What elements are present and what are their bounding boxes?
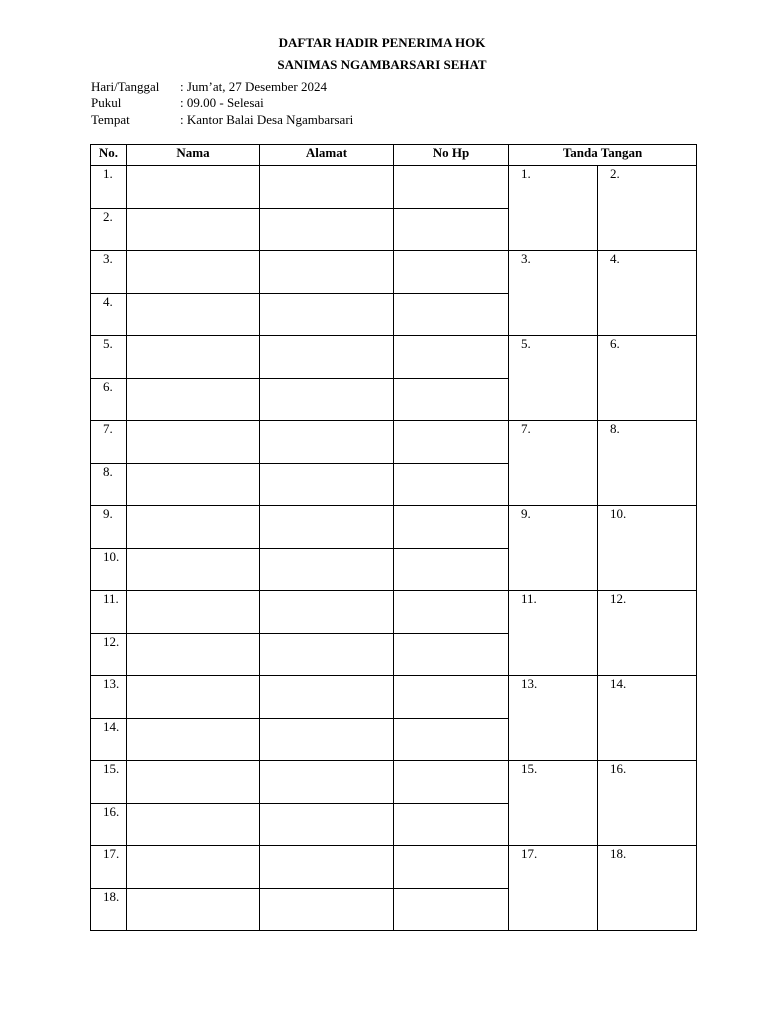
nama-cell[interactable] <box>127 166 260 209</box>
nama-cell[interactable] <box>127 591 260 634</box>
signature-cell[interactable]: 4. <box>598 251 697 336</box>
no-hp-cell[interactable] <box>394 506 509 549</box>
nama-cell[interactable] <box>127 548 260 591</box>
no-hp-cell[interactable] <box>394 633 509 676</box>
signature-cell[interactable]: 14. <box>598 676 697 761</box>
alamat-cell[interactable] <box>260 548 394 591</box>
alamat-cell[interactable] <box>260 803 394 846</box>
alamat-cell[interactable] <box>260 633 394 676</box>
attendance-table <box>90 144 697 931</box>
alamat-cell[interactable] <box>260 718 394 761</box>
nama-cell[interactable] <box>127 463 260 506</box>
nama-cell[interactable] <box>127 251 260 294</box>
info-value: : Jum’at, 27 Desember 2024 <box>180 79 327 94</box>
signature-cell[interactable]: 11. <box>509 591 598 676</box>
table-row <box>91 251 697 294</box>
nama-cell[interactable] <box>127 718 260 761</box>
row-number: 4. <box>91 293 127 336</box>
signature-cell[interactable]: 9. <box>509 506 598 591</box>
nama-cell[interactable] <box>127 208 260 251</box>
signature-cell[interactable]: 16. <box>598 761 697 846</box>
nama-cell[interactable] <box>127 293 260 336</box>
alamat-cell[interactable] <box>260 846 394 889</box>
nama-cell[interactable] <box>127 803 260 846</box>
signature-cell[interactable]: 7. <box>509 421 598 506</box>
table-row <box>91 421 697 464</box>
alamat-cell[interactable] <box>260 591 394 634</box>
document-subtitle: SANIMAS NGAMBARSARI SEHAT <box>277 57 487 72</box>
no-hp-cell[interactable] <box>394 293 509 336</box>
no-hp-cell[interactable] <box>394 888 509 931</box>
alamat-cell[interactable] <box>260 378 394 421</box>
no-hp-cell[interactable] <box>394 166 509 209</box>
header-alamat: Alamat <box>260 145 394 166</box>
info-row-time <box>91 95 264 111</box>
table-row <box>91 591 697 634</box>
table-row <box>91 846 697 889</box>
row-number: 6. <box>91 378 127 421</box>
row-number: 18. <box>91 888 127 931</box>
signature-cell[interactable]: 17. <box>509 846 598 931</box>
header-no-hp: No Hp <box>394 145 509 166</box>
header-nama: Nama <box>127 145 260 166</box>
alamat-cell[interactable] <box>260 208 394 251</box>
row-number: 7. <box>91 421 127 464</box>
header-tanda-tangan: Tanda Tangan <box>509 145 697 166</box>
row-number: 10. <box>91 548 127 591</box>
row-number: 3. <box>91 251 127 294</box>
info-row-date <box>91 79 327 95</box>
info-label: Pukul <box>91 95 122 110</box>
row-number: 9. <box>91 506 127 549</box>
no-hp-cell[interactable] <box>394 208 509 251</box>
nama-cell[interactable] <box>127 676 260 719</box>
row-number: 8. <box>91 463 127 506</box>
nama-cell[interactable] <box>127 421 260 464</box>
row-number: 14. <box>91 718 127 761</box>
document-title: DAFTAR HADIR PENERIMA HOK <box>278 35 486 50</box>
row-number: 13. <box>91 676 127 719</box>
info-value: : 09.00 - Selesai <box>180 95 264 110</box>
no-hp-cell[interactable] <box>394 591 509 634</box>
row-number: 11. <box>91 591 127 634</box>
alamat-cell[interactable] <box>260 166 394 209</box>
no-hp-cell[interactable] <box>394 378 509 421</box>
nama-cell[interactable] <box>127 506 260 549</box>
signature-cell[interactable]: 2. <box>598 166 697 251</box>
table-row <box>91 166 697 209</box>
row-number: 17. <box>91 846 127 889</box>
signature-cell[interactable]: 5. <box>509 336 598 421</box>
signature-cell[interactable]: 12. <box>598 591 697 676</box>
table-row <box>91 761 697 804</box>
no-hp-cell[interactable] <box>394 803 509 846</box>
signature-cell[interactable]: 6. <box>598 336 697 421</box>
no-hp-cell[interactable] <box>394 676 509 719</box>
no-hp-cell[interactable] <box>394 336 509 379</box>
row-number: 2. <box>91 208 127 251</box>
info-row-place <box>91 112 353 128</box>
table-header-row <box>91 145 697 166</box>
no-hp-cell[interactable] <box>394 251 509 294</box>
signature-cell[interactable]: 8. <box>598 421 697 506</box>
no-hp-cell[interactable] <box>394 718 509 761</box>
signature-cell[interactable]: 3. <box>509 251 598 336</box>
nama-cell[interactable] <box>127 888 260 931</box>
table-row <box>91 676 697 719</box>
header-no: No. <box>91 145 127 166</box>
no-hp-cell[interactable] <box>394 548 509 591</box>
alamat-cell[interactable] <box>260 463 394 506</box>
info-value: : Kantor Balai Desa Ngambarsari <box>180 112 354 127</box>
row-number: 15. <box>91 761 127 804</box>
row-number: 16. <box>91 803 127 846</box>
alamat-cell[interactable] <box>260 336 394 379</box>
no-hp-cell[interactable] <box>394 421 509 464</box>
signature-cell[interactable]: 1. <box>509 166 598 251</box>
alamat-cell[interactable] <box>260 421 394 464</box>
table-row <box>91 336 697 379</box>
signature-cell[interactable]: 13. <box>509 676 598 761</box>
table-row <box>91 506 697 549</box>
alamat-cell[interactable] <box>260 676 394 719</box>
row-number: 5. <box>91 336 127 379</box>
alamat-cell[interactable] <box>260 761 394 804</box>
alamat-cell[interactable] <box>260 506 394 549</box>
alamat-cell[interactable] <box>260 251 394 294</box>
nama-cell[interactable] <box>127 761 260 804</box>
nama-cell[interactable] <box>127 846 260 889</box>
info-label: Hari/Tanggal <box>91 79 160 94</box>
nama-cell[interactable] <box>127 633 260 676</box>
nama-cell[interactable] <box>127 378 260 421</box>
no-hp-cell[interactable] <box>394 846 509 889</box>
no-hp-cell[interactable] <box>394 463 509 506</box>
alamat-cell[interactable] <box>260 293 394 336</box>
alamat-cell[interactable] <box>260 888 394 931</box>
row-number: 12. <box>91 633 127 676</box>
signature-cell[interactable]: 18. <box>598 846 697 931</box>
no-hp-cell[interactable] <box>394 761 509 804</box>
nama-cell[interactable] <box>127 336 260 379</box>
signature-cell[interactable]: 15. <box>509 761 598 846</box>
signature-cell[interactable]: 10. <box>598 506 697 591</box>
row-number: 1. <box>91 166 127 209</box>
info-label: Tempat <box>91 112 130 127</box>
